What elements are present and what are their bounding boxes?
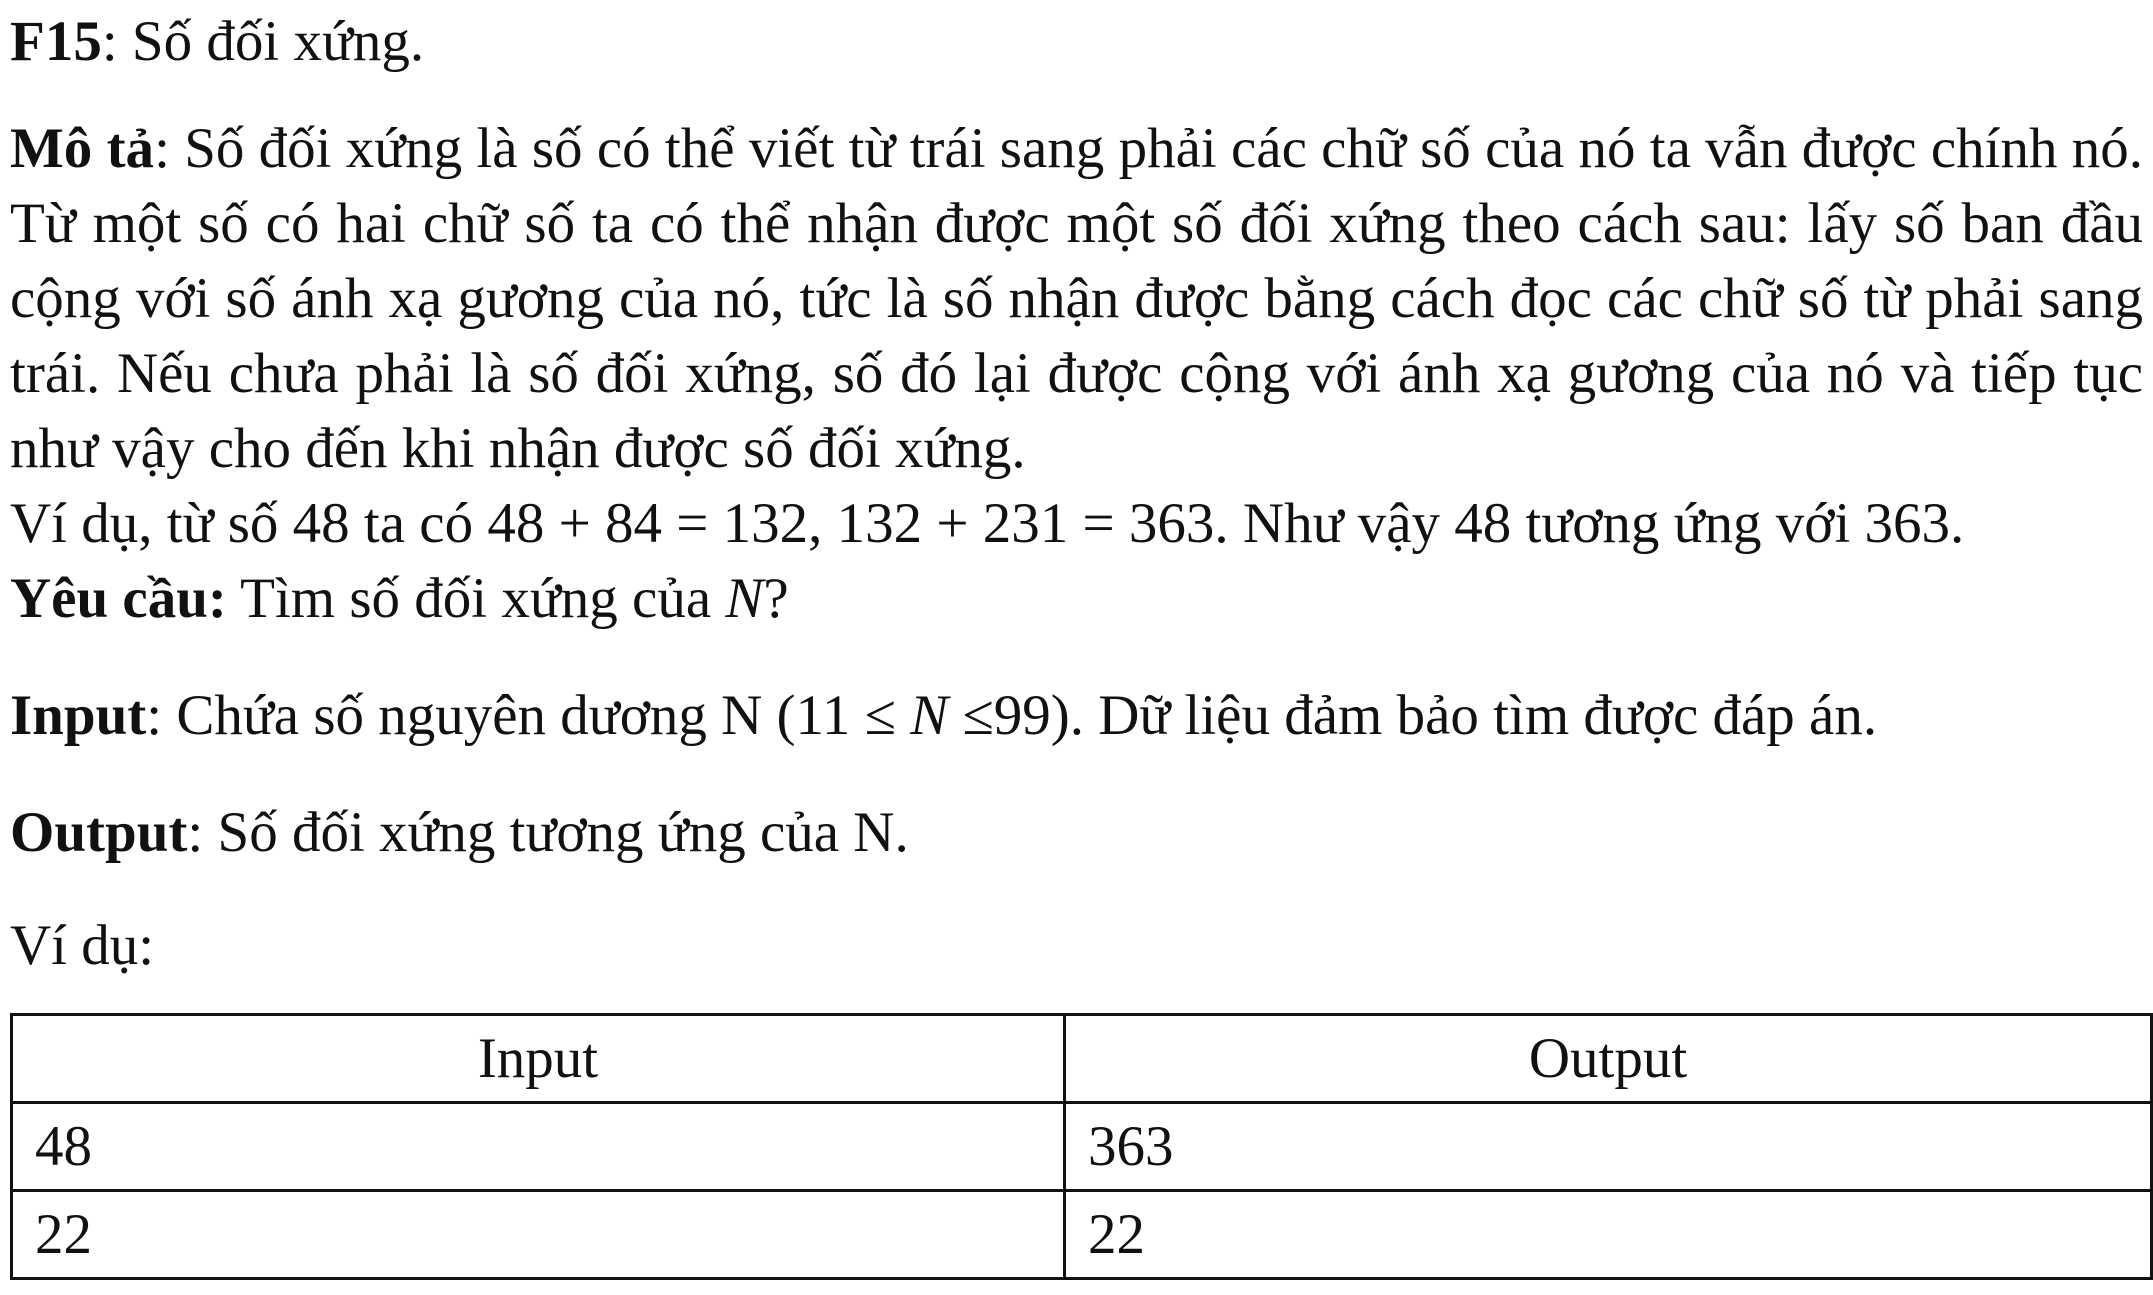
requirement-text-end: ? bbox=[763, 567, 789, 630]
input-separator: : bbox=[146, 684, 177, 747]
requirement-label: Yêu cầu: bbox=[10, 567, 227, 630]
table-cell-output: 363 bbox=[1065, 1103, 2152, 1191]
input-label: Input bbox=[10, 684, 147, 747]
output-text: Số đối xứng tương ứng của N. bbox=[217, 801, 909, 864]
table-header-output: Output bbox=[1065, 1015, 2152, 1103]
requirement-text: Tìm số đối xứng của bbox=[226, 567, 726, 630]
table-header-input: Input bbox=[12, 1015, 1065, 1103]
requirement-paragraph bbox=[10, 561, 2143, 636]
input-paragraph bbox=[10, 678, 2143, 753]
table-row bbox=[12, 1191, 2152, 1279]
description-separator: : bbox=[154, 117, 185, 180]
examples-table bbox=[10, 1013, 2153, 1280]
output-separator: : bbox=[187, 801, 218, 864]
problem-title-text: Số đối xứng. bbox=[131, 10, 425, 73]
output-label: Output bbox=[10, 801, 188, 864]
description-paragraph bbox=[10, 111, 2143, 486]
description-text: Số đối xứng là số có thể viết từ trái sang phải các chữ số của nó ta vẫn được chính nó. Từ một số có hai chữ số ta có thể nhận được một số đối xứng theo cách sau: lấy số ban đầu cộng với số ánh xạ gương của nó, tức là số nhận được bằng cách đọc các chữ số từ phải sang trái. Nếu chưa phải là số đối xứng, số đó lại được cộng với ánh xạ gương của nó và tiếp tục như vậy cho đến khi nhận được số đối xứng. bbox=[10, 117, 2144, 480]
problem-code: F15 bbox=[10, 10, 102, 73]
description-label: Mô tả bbox=[10, 117, 155, 180]
table-cell-input: 22 bbox=[12, 1191, 1065, 1279]
input-variable: N bbox=[910, 684, 949, 747]
problem-title-separator: : bbox=[101, 10, 132, 73]
examples-label: Ví dụ: bbox=[10, 914, 155, 977]
output-paragraph bbox=[10, 795, 2143, 870]
table-cell-output: 22 bbox=[1065, 1191, 2152, 1279]
table-cell-input: 48 bbox=[12, 1103, 1065, 1191]
input-text-end: ≤99). Dữ liệu đảm bảo tìm được đáp án. bbox=[948, 684, 1878, 747]
example-explanation: Ví dụ, từ số 48 ta có 48 + 84 = 132, 132 + 231 = 363. Như vậy 48 tương ứng với 363. bbox=[10, 492, 1965, 555]
requirement-variable: N bbox=[725, 567, 764, 630]
problem-document bbox=[10, 0, 2143, 983]
problem-title bbox=[10, 4, 2143, 79]
table-header-row bbox=[12, 1015, 2152, 1103]
table-row bbox=[12, 1103, 2152, 1191]
input-text: Chứa số nguyên dương N (11 ≤ bbox=[176, 684, 911, 747]
